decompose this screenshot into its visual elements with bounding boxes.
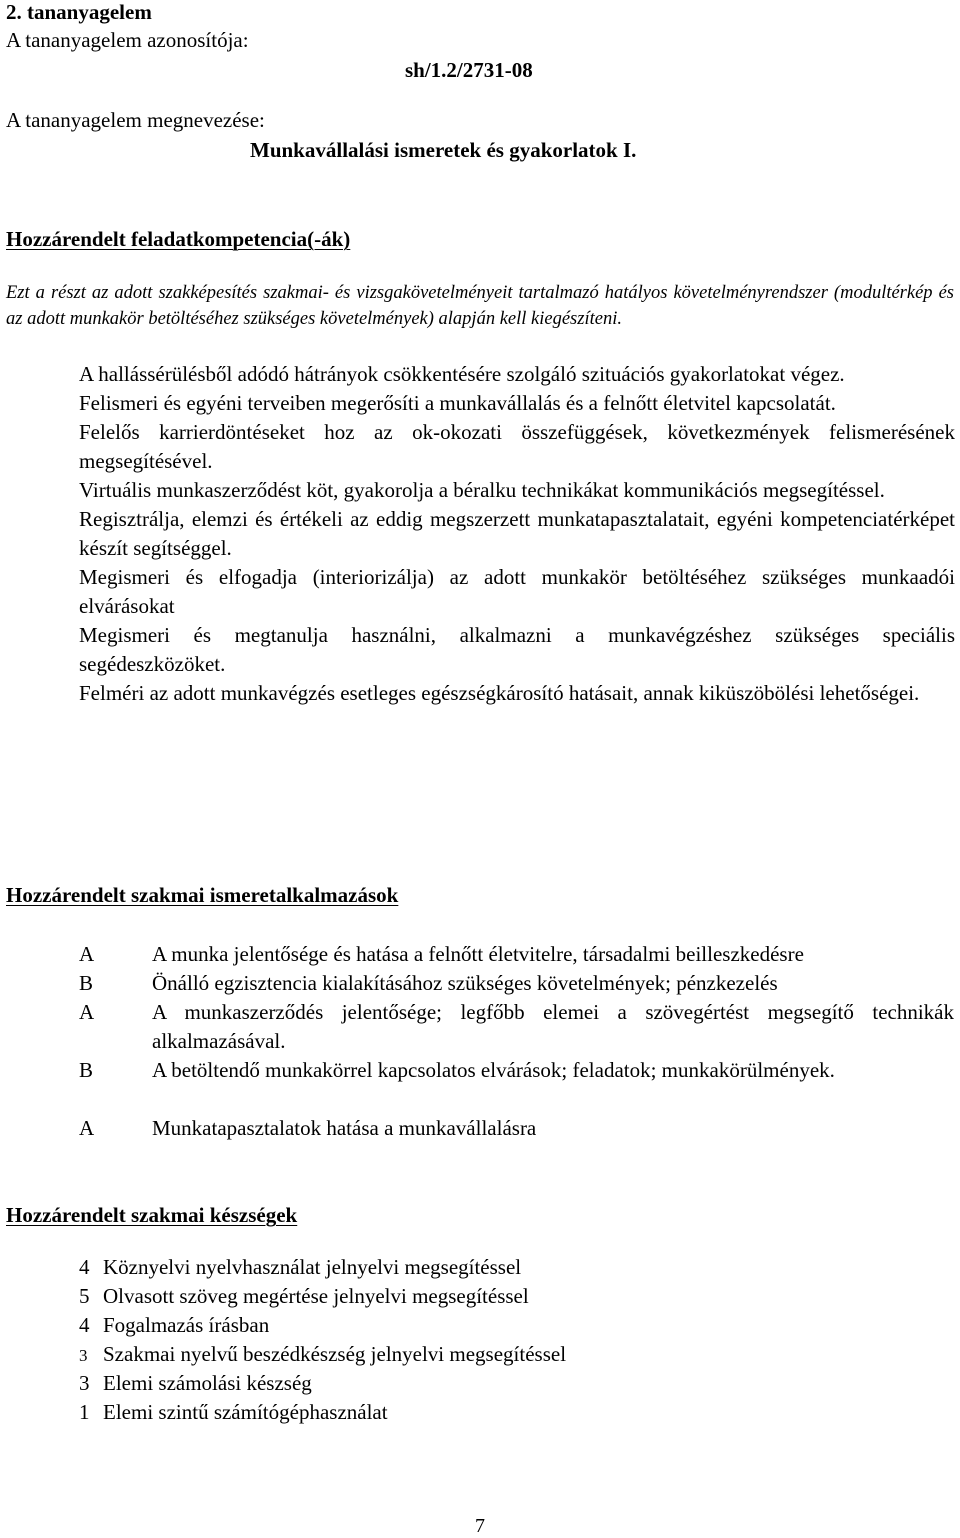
knowledge-row (79, 969, 955, 998)
name-value: Munkavállalási ismeretek és gyakorlatok I. (250, 138, 637, 162)
competency-item: Virtuális munkaszerződést köt, gyakorolja a béralku technikákat kommunikációs megsegítéssel. (79, 478, 885, 502)
competency-item: Megismeri és elfogadja (interiorizálja) az adott munkakör betöltéséhez szükséges munkaadói elvárásokat (79, 565, 955, 618)
knowledge-level: A (79, 1116, 95, 1140)
section-title: 2. tananyagelem (6, 0, 152, 24)
competency-item: Felelős karrierdöntéseket hoz az ok-okozati összefüggések, következmények felismerésének megsegítésével. (79, 420, 955, 473)
skill-row (79, 1311, 269, 1340)
knowledge-text: Önálló egzisztencia kialakításához szükséges követelmények; pénzkezelés (152, 971, 778, 995)
skill-row (79, 1398, 388, 1427)
page-number: 7 (475, 1515, 485, 1537)
skill-text: Elemi számolási készség (103, 1371, 312, 1395)
knowledge-text: A munka jelentősége és hatása a felnőtt életvitelre, társadalmi beilleszkedésre (152, 942, 804, 966)
knowledge-row (79, 940, 955, 969)
knowledge-heading: Hozzárendelt szakmai ismeretalkalmazások (6, 883, 399, 907)
skill-level: 3 (79, 1346, 88, 1365)
knowledge-row (79, 1056, 955, 1114)
skill-text: Szakmai nyelvű beszédkészség jelnyelvi megsegítéssel (103, 1342, 567, 1366)
skill-row (79, 1340, 566, 1370)
name-label: A tananyagelem megnevezése: (6, 108, 265, 132)
knowledge-level: A (79, 942, 95, 966)
skill-row (79, 1282, 529, 1311)
competency-item: Regisztrálja, elemzi és értékeli az eddig megszerzett munkatapasztalatait, egyéni kompetenciatérképet készít segítséggel. (79, 507, 955, 560)
competency-item: Megismeri és megtanulja használni, alkalmazni a munkavégzéshez szükséges speciális segédeszközöket. (79, 623, 955, 676)
competency-item: A hallássérülésből adódó hátrányok csökkentésére szolgáló szituációs gyakorlatokat végez. (79, 362, 845, 386)
skill-row (79, 1369, 312, 1398)
knowledge-row (79, 1114, 955, 1143)
competencies-heading: Hozzárendelt feladatkompetencia(-ák) (6, 227, 351, 251)
competencies-intro: Ezt a részt az adott szakképesítés szakmai- és vizsgakövetelményeit tartalmazó hatályos követelményrendszer (modultérkép és az adott munkakör betöltéséhez szükséges követelmények) alapján kell kiegészíteni. (6, 283, 954, 329)
skill-row (79, 1253, 521, 1282)
id-label: A tananyagelem azonosítója: (6, 28, 249, 52)
knowledge-text: Munkatapasztalatok hatása a munkavállalásra (152, 1116, 537, 1140)
skill-level: 4 (79, 1255, 90, 1279)
skill-text: Olvasott szöveg megértése jelnyelvi megsegítéssel (103, 1284, 529, 1308)
skill-level: 3 (79, 1371, 90, 1395)
knowledge-level: A (79, 1000, 95, 1024)
competency-item: Felméri az adott munkavégzés esetleges egészségkárosító hatásait, annak kiküszöbölési lehetőségei. (79, 681, 920, 705)
knowledge-text: A betöltendő munkakörrel kapcsolatos elvárások; feladatok; munkakörülmények. (152, 1058, 835, 1082)
skill-text: Fogalmazás írásban (103, 1313, 270, 1337)
skill-level: 4 (79, 1313, 90, 1337)
skill-text: Elemi szintű számítógéphasználat (103, 1400, 388, 1424)
knowledge-text: A munkaszerződés jelentősége; legfőbb elemei a szövegértést megsegítő technikák alkalmazásával. (152, 1000, 954, 1053)
knowledge-row (79, 998, 955, 1056)
skills-heading: Hozzárendelt szakmai készségek (6, 1203, 298, 1227)
skill-text: Köznyelvi nyelvhasználat jelnyelvi megsegítéssel (103, 1255, 522, 1279)
knowledge-level: B (79, 1058, 94, 1082)
knowledge-level: B (79, 971, 94, 995)
competencies-list (79, 360, 955, 708)
id-value: sh/1.2/2731-08 (405, 58, 533, 82)
competency-item: Felismeri és egyéni terveiben megerősíti a munkavállalás és a felnőtt életvitel kapcsolatát. (79, 391, 836, 415)
skill-level: 1 (79, 1400, 90, 1424)
skill-level: 5 (79, 1284, 90, 1308)
